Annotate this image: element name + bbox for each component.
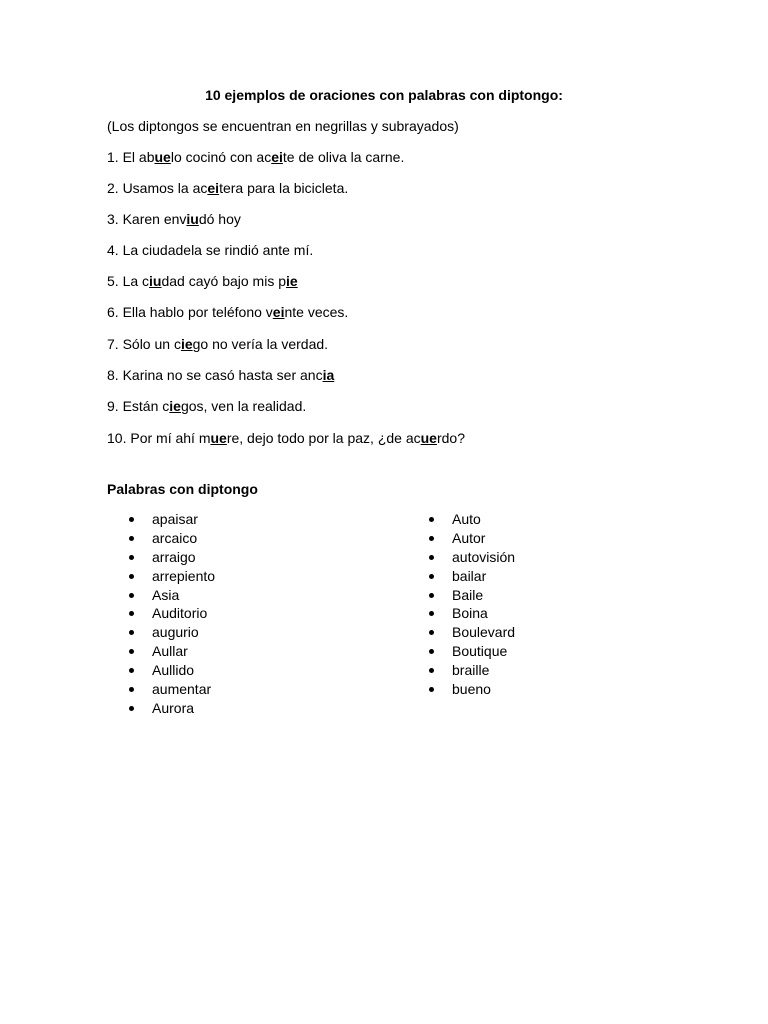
bullet-icon <box>129 536 134 541</box>
diphthong: ei <box>272 304 285 320</box>
bullet-icon <box>429 630 434 635</box>
diphthong: ue <box>210 430 227 446</box>
sentence-text: 10. Por mí ahí m <box>107 430 211 446</box>
words-heading: Palabras con diptongo <box>107 481 258 497</box>
list-item-label: Autor <box>452 529 486 546</box>
list-item <box>128 623 215 642</box>
note-text: (Los diptongos se encuentran en negrillas y subrayados) <box>107 118 459 134</box>
sentence-text: nte veces. <box>284 304 349 320</box>
diphthong: ie <box>169 398 181 414</box>
sentence-text: 9. Están c <box>107 398 170 414</box>
list-item-label: Boina <box>452 605 488 622</box>
bullet-icon <box>429 649 434 654</box>
list-item <box>128 586 215 605</box>
bullet-icon <box>129 706 134 711</box>
diphthong: ie <box>286 273 298 289</box>
sentence-1 <box>107 148 404 166</box>
list-item <box>128 642 215 661</box>
bullet-icon <box>129 668 134 673</box>
sentence-text: 5. La c <box>107 273 150 289</box>
sentence-text: te de oliva la carne. <box>282 149 405 165</box>
bullet-icon <box>429 517 434 522</box>
list-item-label: Auto <box>452 511 481 527</box>
list-item <box>128 604 215 623</box>
sentence-text: tera para la bicicleta. <box>219 180 349 196</box>
list-item <box>428 680 515 699</box>
bullet-icon <box>429 574 434 579</box>
sentence-6 <box>107 303 348 321</box>
sentence-3 <box>107 210 241 228</box>
document-title: 10 ejemplos de oraciones con palabras con diptongo: <box>205 87 563 103</box>
bullet-icon <box>129 517 134 522</box>
diphthong: ia <box>322 367 335 383</box>
list-item-label: arcaico <box>152 529 198 546</box>
bullet-icon <box>429 668 434 673</box>
list-item-label: Boutique <box>452 643 508 660</box>
word-list-left <box>128 510 215 718</box>
diphthong: ie <box>180 336 193 352</box>
sentence-text: 2. Usamos la ac <box>107 180 208 196</box>
bullet-icon <box>129 593 134 598</box>
list-item-label: Baile <box>452 586 484 603</box>
bullet-icon <box>429 611 434 616</box>
diphthong: ue <box>420 430 437 446</box>
list-item-label: Boulevard <box>452 624 516 641</box>
bullet-icon <box>429 555 434 560</box>
word-list-right <box>428 510 515 699</box>
list-item-label: Auditorio <box>152 605 208 622</box>
list-item <box>128 680 215 699</box>
list-item <box>428 642 515 661</box>
list-item <box>428 567 515 586</box>
list-item <box>128 510 215 529</box>
list-item-label: Asia <box>152 586 180 603</box>
sentence-text: 1. El ab <box>107 149 155 165</box>
sentence-7 <box>107 335 328 353</box>
sentence-text: 6. Ella hablo por teléfono v <box>107 304 273 320</box>
bullet-icon <box>129 687 134 692</box>
sentence-8 <box>107 366 334 384</box>
sentence-text: 8. Karina no se casó hasta ser anc <box>107 367 323 383</box>
sentence-5 <box>107 272 298 290</box>
sentence-text: re, dejo todo por la paz, ¿de ac <box>226 430 421 446</box>
sentence-10 <box>107 429 465 447</box>
sentence-4 <box>107 241 313 259</box>
list-item <box>428 661 515 680</box>
list-item-label: Aullido <box>152 662 195 679</box>
list-item-label: arrepiento <box>152 567 216 584</box>
list-item <box>428 529 515 548</box>
list-item-label: arraigo <box>152 548 196 565</box>
sentence-9 <box>107 397 306 415</box>
sentence-text: lo cocinó con ac <box>170 149 272 165</box>
list-item <box>128 699 215 718</box>
sentence-text: dó hoy <box>198 211 241 227</box>
sentence-text: go no vería la verdad. <box>192 336 329 352</box>
sentence-2 <box>107 179 348 197</box>
sentence-text: 7. Sólo un c <box>107 336 181 352</box>
bullet-icon <box>129 574 134 579</box>
diphthong: ei <box>271 149 283 165</box>
list-item-label: augurio <box>152 624 199 641</box>
list-item <box>428 510 515 529</box>
list-item <box>128 548 215 567</box>
sentence-text: 4. La ciudadela se rindió ante mí. <box>107 242 314 258</box>
list-item-label: bueno <box>452 681 491 698</box>
list-item-label: Aurora <box>152 699 195 716</box>
list-item <box>128 661 215 680</box>
list-item <box>128 567 215 586</box>
list-item <box>428 604 515 623</box>
list-item-label: bailar <box>452 567 487 584</box>
bullet-icon <box>129 630 134 635</box>
list-item <box>428 623 515 642</box>
list-item-label: aumentar <box>152 681 212 698</box>
bullet-icon <box>129 649 134 654</box>
sentence-text: dad cayó bajo mis p <box>161 273 287 289</box>
sentence-text: rdo? <box>436 430 465 446</box>
diphthong: iu <box>149 273 162 289</box>
sentence-text: gos, ven la realidad. <box>180 398 307 414</box>
bullet-icon <box>429 593 434 598</box>
sentence-text: 3. Karen env <box>107 211 187 227</box>
list-item <box>428 586 515 605</box>
list-item-label: Aullar <box>152 643 188 660</box>
list-item-label: braille <box>452 662 490 679</box>
diphthong: ei <box>207 180 220 196</box>
bullet-icon <box>129 555 134 560</box>
diphthong: iu <box>186 211 199 227</box>
bullet-icon <box>429 687 434 692</box>
bullet-icon <box>429 536 434 541</box>
list-item-label: autovisión <box>452 548 516 565</box>
list-item <box>428 548 515 567</box>
list-item <box>128 529 215 548</box>
bullet-icon <box>129 611 134 616</box>
list-item-label: apaisar <box>152 511 198 527</box>
diphthong: ue <box>154 149 171 165</box>
